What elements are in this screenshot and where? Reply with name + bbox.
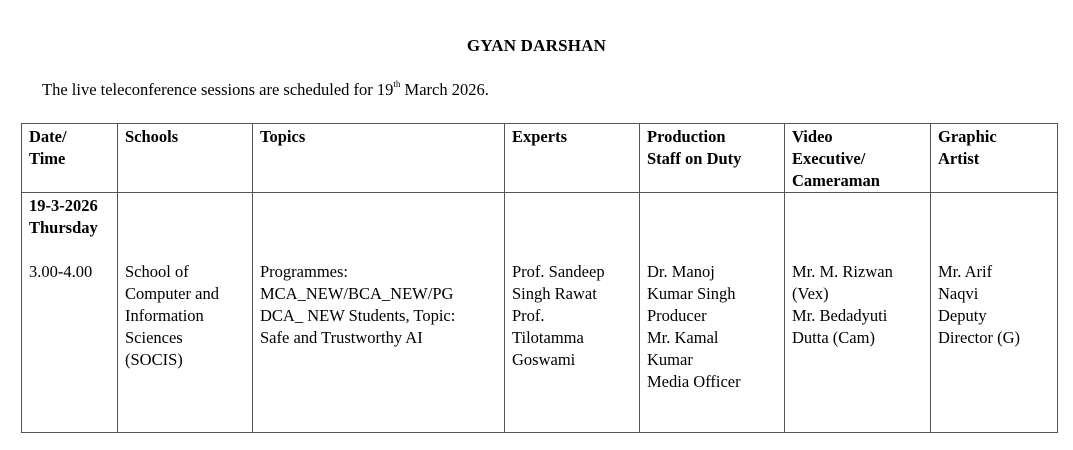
cell-graphic-artist xyxy=(931,193,1058,433)
topic-line: DCA_ NEW Students, Topic: xyxy=(260,306,456,325)
video-line: Mr. M. Rizwan xyxy=(792,262,893,281)
graphic-line: Mr. Arif xyxy=(938,262,993,281)
session-time: 3.00-4.00 xyxy=(29,262,93,281)
header-production-staff xyxy=(640,124,785,193)
production-line: Kumar xyxy=(647,350,693,369)
cell-school xyxy=(118,193,253,433)
topic-line: Programmes: xyxy=(260,262,348,281)
header-row xyxy=(22,124,1058,193)
header-experts: Experts xyxy=(505,124,640,193)
expert-line: Goswami xyxy=(512,350,576,369)
intro-before: The live teleconference sessions are scheduled for 19 xyxy=(42,80,394,99)
header-topics: Topics xyxy=(253,124,505,193)
cell-date-time xyxy=(22,193,118,433)
header-video-line3: Cameraman xyxy=(792,171,880,190)
video-line: Mr. Bedadyuti xyxy=(792,306,888,325)
production-line: Media Officer xyxy=(647,372,741,391)
video-line: Dutta (Cam) xyxy=(792,328,875,347)
intro-after: March 2026. xyxy=(400,80,489,99)
production-line: Producer xyxy=(647,306,707,325)
graphic-line: Deputy xyxy=(938,306,987,325)
intro-superscript: th xyxy=(393,79,401,89)
expert-line: Prof. xyxy=(512,306,545,325)
cell-production-staff xyxy=(640,193,785,433)
header-date-time xyxy=(22,124,118,193)
video-line: (Vex) xyxy=(792,284,829,303)
header-time-line: Time xyxy=(29,149,66,168)
expert-line: Tilotamma xyxy=(512,328,584,347)
cell-video-executive xyxy=(785,193,931,433)
header-graphic-line2: Artist xyxy=(938,149,980,168)
topic-line: MCA_NEW/BCA_NEW/PG xyxy=(260,284,454,303)
production-line: Mr. Kamal xyxy=(647,328,719,347)
school-line: Sciences xyxy=(125,328,183,347)
graphic-line: Director (G) xyxy=(938,328,1021,347)
header-graphic-artist xyxy=(931,124,1058,193)
school-line: Information xyxy=(125,306,204,325)
expert-line: Prof. Sandeep xyxy=(512,262,605,281)
session-date: 19-3-2026 xyxy=(29,196,98,215)
topic-line: Safe and Trustworthy AI xyxy=(260,328,423,347)
header-video-line2: Executive/ xyxy=(792,149,866,168)
header-date-line: Date/ xyxy=(29,127,67,146)
schedule-table xyxy=(21,123,1058,433)
school-line: Computer and xyxy=(125,284,219,303)
header-video-executive xyxy=(785,124,931,193)
school-line: (SOCIS) xyxy=(125,350,183,369)
production-line: Kumar Singh xyxy=(647,284,736,303)
production-line: Dr. Manoj xyxy=(647,262,715,281)
expert-line: Singh Rawat xyxy=(512,284,597,303)
school-line: School of xyxy=(125,262,189,281)
session-day: Thursday xyxy=(29,218,98,237)
cell-experts xyxy=(505,193,640,433)
table-row xyxy=(22,193,1058,433)
cell-topic xyxy=(253,193,505,433)
header-graphic-line1: Graphic xyxy=(938,127,997,146)
header-video-line1: Video xyxy=(792,127,833,146)
graphic-line: Naqvi xyxy=(938,284,979,303)
header-production-line2: Staff on Duty xyxy=(647,149,742,168)
intro-text xyxy=(42,80,489,100)
header-production-line1: Production xyxy=(647,127,726,146)
header-schools: Schools xyxy=(118,124,253,193)
page-title: GYAN DARSHAN xyxy=(466,36,607,55)
